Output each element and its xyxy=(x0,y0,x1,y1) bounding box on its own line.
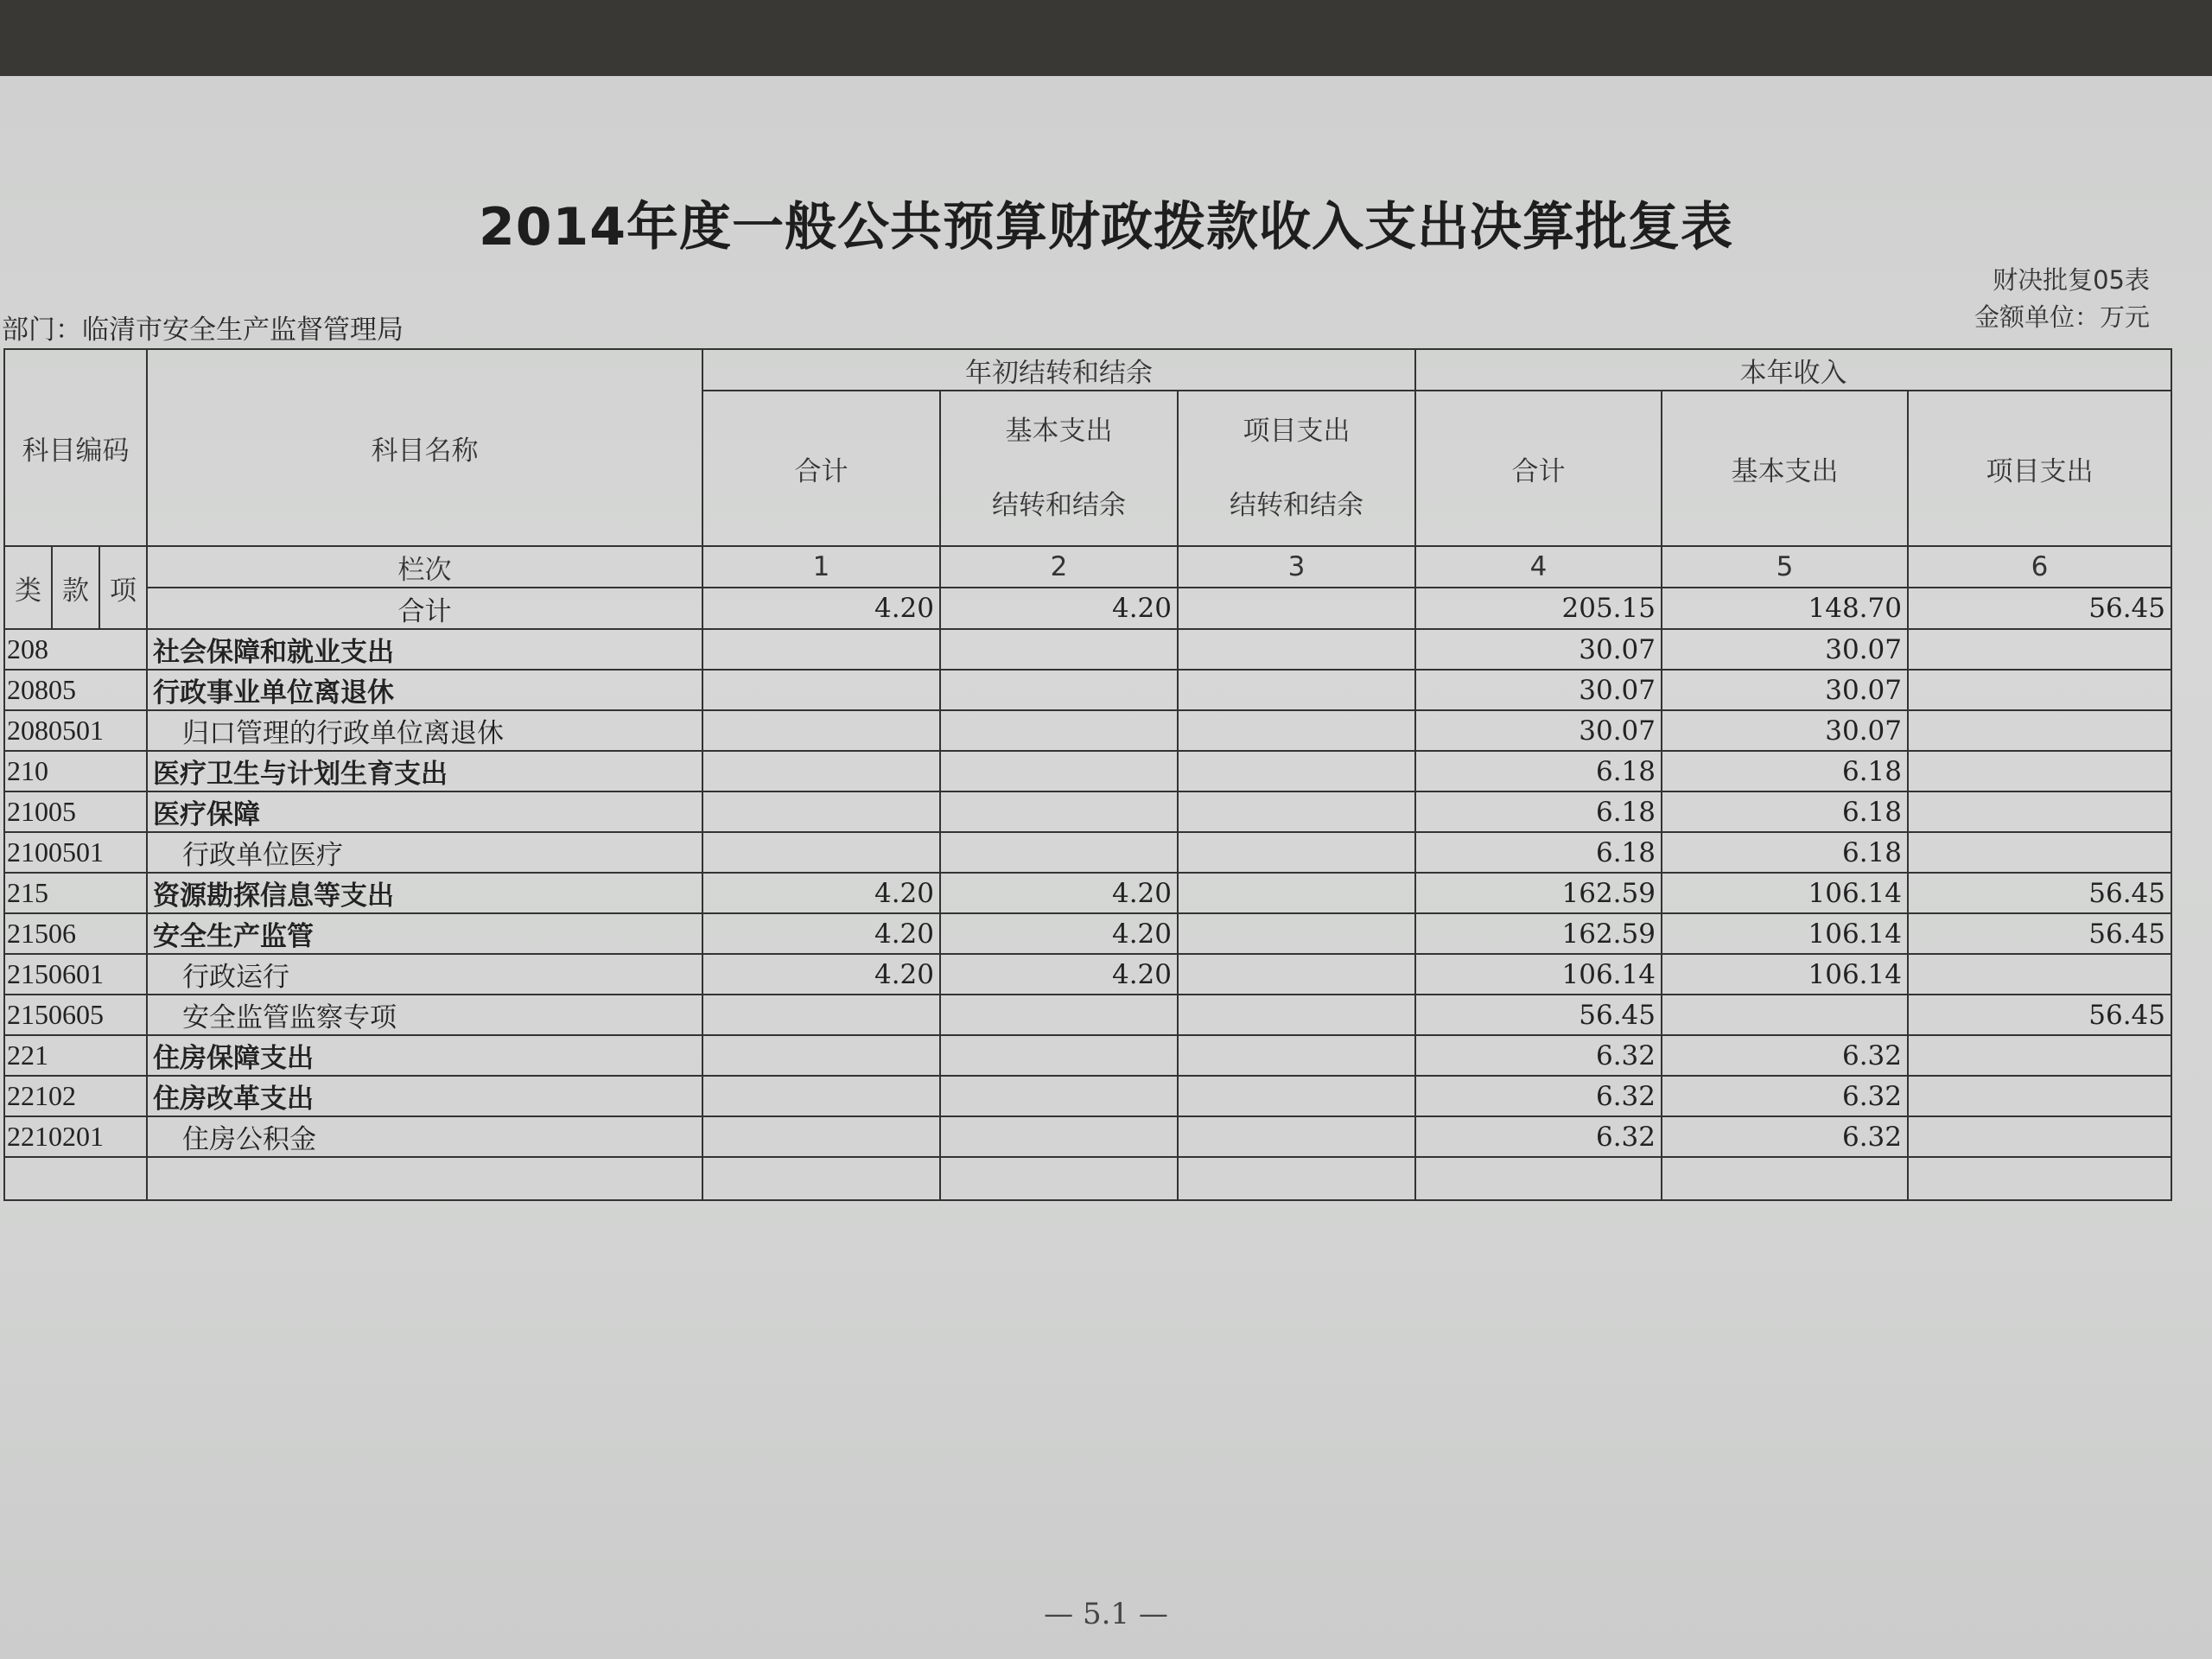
subject-name: 行政运行 xyxy=(147,954,702,995)
cell-value: 56.45 xyxy=(1908,588,2171,629)
cell-value: 205.15 xyxy=(1415,588,1662,629)
cell-value: 4.20 xyxy=(940,954,1178,995)
cell-value xyxy=(1178,832,1415,873)
column-number: 2 xyxy=(940,546,1178,588)
total-row xyxy=(4,588,2171,629)
table-row xyxy=(4,670,2171,710)
cell-value xyxy=(1908,670,2171,710)
total-label: 合计 xyxy=(147,588,702,629)
cell-value: 6.32 xyxy=(1415,1116,1662,1157)
cell-value: 6.32 xyxy=(1415,1076,1662,1116)
page-number: — 5.1 — xyxy=(1044,1597,1168,1631)
cell-value xyxy=(1178,873,1415,913)
cell-value xyxy=(1908,1076,2171,1116)
cell-value: 4.20 xyxy=(702,873,940,913)
cell-value xyxy=(1178,588,1415,629)
budget-table xyxy=(3,348,2172,1201)
cell-value xyxy=(940,1076,1178,1116)
cell-value: 6.32 xyxy=(1662,1035,1908,1076)
header-group-income: 本年收入 xyxy=(1415,349,2171,391)
cell-value: 4.20 xyxy=(940,913,1178,954)
subject-name: 医疗保障 xyxy=(147,791,702,832)
subject-name: 行政事业单位离退休 xyxy=(147,670,702,710)
cell-value: 6.18 xyxy=(1662,832,1908,873)
cell-value xyxy=(1178,670,1415,710)
subject-name: 住房保障支出 xyxy=(147,1035,702,1076)
cell-value xyxy=(1178,710,1415,751)
table-row xyxy=(4,832,2171,873)
amount-unit: 金额单位：万元 xyxy=(1974,302,2150,332)
header-income-total: 合计 xyxy=(1415,391,1662,546)
cell-value: 4.20 xyxy=(940,873,1178,913)
cell-value: 4.20 xyxy=(940,588,1178,629)
cell-value xyxy=(1178,629,1415,670)
header-lei: 类 xyxy=(4,546,52,629)
cell-value: 6.18 xyxy=(1415,751,1662,791)
cell-value xyxy=(1908,1035,2171,1076)
cell-value: 30.07 xyxy=(1415,670,1662,710)
header-income-basic: 基本支出 xyxy=(1662,391,1908,546)
header-code: 科目编码 xyxy=(4,349,147,546)
cell-value xyxy=(1908,1116,2171,1157)
subject-name: 资源勘探信息等支出 xyxy=(147,873,702,913)
cell-value: 6.18 xyxy=(1662,751,1908,791)
cell-value xyxy=(702,1076,940,1116)
cell-value xyxy=(702,791,940,832)
header-carryover-project: 项目支出 结转和结余 xyxy=(1178,391,1415,546)
cell-value: 162.59 xyxy=(1415,873,1662,913)
cell-value xyxy=(1178,1076,1415,1116)
header-carryover-total: 合计 xyxy=(702,391,940,546)
subject-code: 221 xyxy=(4,1035,147,1076)
cell-value xyxy=(940,710,1178,751)
cell-value xyxy=(940,791,1178,832)
cell-value: 148.70 xyxy=(1662,588,1908,629)
cell-value: 30.07 xyxy=(1415,629,1662,670)
cell-value xyxy=(1908,629,2171,670)
cell-value: 30.07 xyxy=(1662,670,1908,710)
cell-value: 4.20 xyxy=(702,954,940,995)
table-row xyxy=(4,1116,2171,1157)
cell-value xyxy=(1178,995,1415,1035)
cell-value: 30.07 xyxy=(1415,710,1662,751)
cell-value: 30.07 xyxy=(1662,710,1908,751)
cell-value xyxy=(940,670,1178,710)
cell-value xyxy=(1908,751,2171,791)
cell-value: 106.14 xyxy=(1662,873,1908,913)
table-row xyxy=(4,913,2171,954)
cell-value xyxy=(702,1035,940,1076)
cell-value: 106.14 xyxy=(1662,954,1908,995)
cell-value: 6.32 xyxy=(1662,1116,1908,1157)
table-row xyxy=(4,873,2171,913)
subject-name: 社会保障和就业支出 xyxy=(147,629,702,670)
cell-value xyxy=(1908,791,2171,832)
subject-name: 住房改革支出 xyxy=(147,1076,702,1116)
cell-value: 6.18 xyxy=(1415,832,1662,873)
subject-code: 2100501 xyxy=(4,832,147,873)
column-number: 6 xyxy=(1908,546,2171,588)
cell-value xyxy=(1908,954,2171,995)
page-title: 2014年度一般公共预算财政拨款收入支出决算批复表 xyxy=(479,197,1733,257)
subject-code: 20805 xyxy=(4,670,147,710)
cell-value xyxy=(940,832,1178,873)
header-carryover-basic: 基本支出 结转和结余 xyxy=(940,391,1178,546)
header-xiang: 项 xyxy=(99,546,147,629)
cell-value: 6.32 xyxy=(1662,1076,1908,1116)
cell-value xyxy=(702,629,940,670)
cell-value xyxy=(1178,1035,1415,1076)
cell-value: 30.07 xyxy=(1662,629,1908,670)
form-number: 财决批复05表 xyxy=(1993,265,2150,295)
table-row xyxy=(4,710,2171,751)
cell-value: 106.14 xyxy=(1415,954,1662,995)
header-lanci: 栏次 xyxy=(147,546,702,588)
cell-value: 6.32 xyxy=(1415,1035,1662,1076)
cell-value xyxy=(702,710,940,751)
subject-name: 安全生产监管 xyxy=(147,913,702,954)
cell-value xyxy=(702,995,940,1035)
cell-value xyxy=(940,1116,1178,1157)
cell-value xyxy=(1908,710,2171,751)
cell-value xyxy=(702,832,940,873)
cell-value xyxy=(1178,913,1415,954)
column-number: 4 xyxy=(1415,546,1662,588)
column-number: 1 xyxy=(702,546,940,588)
subject-code: 208 xyxy=(4,629,147,670)
header-name: 科目名称 xyxy=(147,349,702,546)
header-income-project: 项目支出 xyxy=(1908,391,2171,546)
empty-row xyxy=(4,1157,2171,1200)
subject-name: 住房公积金 xyxy=(147,1116,702,1157)
cell-value: 4.20 xyxy=(702,588,940,629)
table-row xyxy=(4,751,2171,791)
cell-value xyxy=(702,1116,940,1157)
subject-name: 安全监管监察专项 xyxy=(147,995,702,1035)
cell-value xyxy=(1178,791,1415,832)
cell-value xyxy=(1662,995,1908,1035)
cell-value xyxy=(1908,832,2171,873)
cell-value: 56.45 xyxy=(1908,995,2171,1035)
cell-value: 6.18 xyxy=(1662,791,1908,832)
subject-code: 2080501 xyxy=(4,710,147,751)
subject-code: 2210201 xyxy=(4,1116,147,1157)
subject-code: 2150605 xyxy=(4,995,147,1035)
column-number: 3 xyxy=(1178,546,1415,588)
subject-name: 医疗卫生与计划生育支出 xyxy=(147,751,702,791)
subject-code: 21506 xyxy=(4,913,147,954)
cell-value: 56.45 xyxy=(1908,873,2171,913)
table-row xyxy=(4,995,2171,1035)
column-number: 5 xyxy=(1662,546,1908,588)
cell-value xyxy=(940,751,1178,791)
subject-code: 210 xyxy=(4,751,147,791)
table-row xyxy=(4,791,2171,832)
subject-code: 2150601 xyxy=(4,954,147,995)
department-label: 部门：临清市安全生产监督管理局 xyxy=(2,315,404,346)
subject-code: 22102 xyxy=(4,1076,147,1116)
table-row xyxy=(4,1076,2171,1116)
cell-value xyxy=(1178,1116,1415,1157)
cell-value xyxy=(940,629,1178,670)
cell-value xyxy=(702,751,940,791)
cell-value: 56.45 xyxy=(1415,995,1662,1035)
cell-value xyxy=(702,670,940,710)
cell-value: 56.45 xyxy=(1908,913,2171,954)
subject-name: 行政单位医疗 xyxy=(147,832,702,873)
subject-name: 归口管理的行政单位离退休 xyxy=(147,710,702,751)
table-row xyxy=(4,954,2171,995)
cell-value xyxy=(1178,751,1415,791)
cell-value: 106.14 xyxy=(1662,913,1908,954)
table-row xyxy=(4,629,2171,670)
subject-code: 215 xyxy=(4,873,147,913)
cell-value: 4.20 xyxy=(702,913,940,954)
cell-value: 162.59 xyxy=(1415,913,1662,954)
cell-value xyxy=(940,1035,1178,1076)
table-row xyxy=(4,1035,2171,1076)
cell-value xyxy=(1178,954,1415,995)
cell-value xyxy=(940,995,1178,1035)
subject-code: 21005 xyxy=(4,791,147,832)
header-kuan: 款 xyxy=(52,546,99,629)
cell-value: 6.18 xyxy=(1415,791,1662,832)
header-group-carryover: 年初结转和结余 xyxy=(702,349,1415,391)
